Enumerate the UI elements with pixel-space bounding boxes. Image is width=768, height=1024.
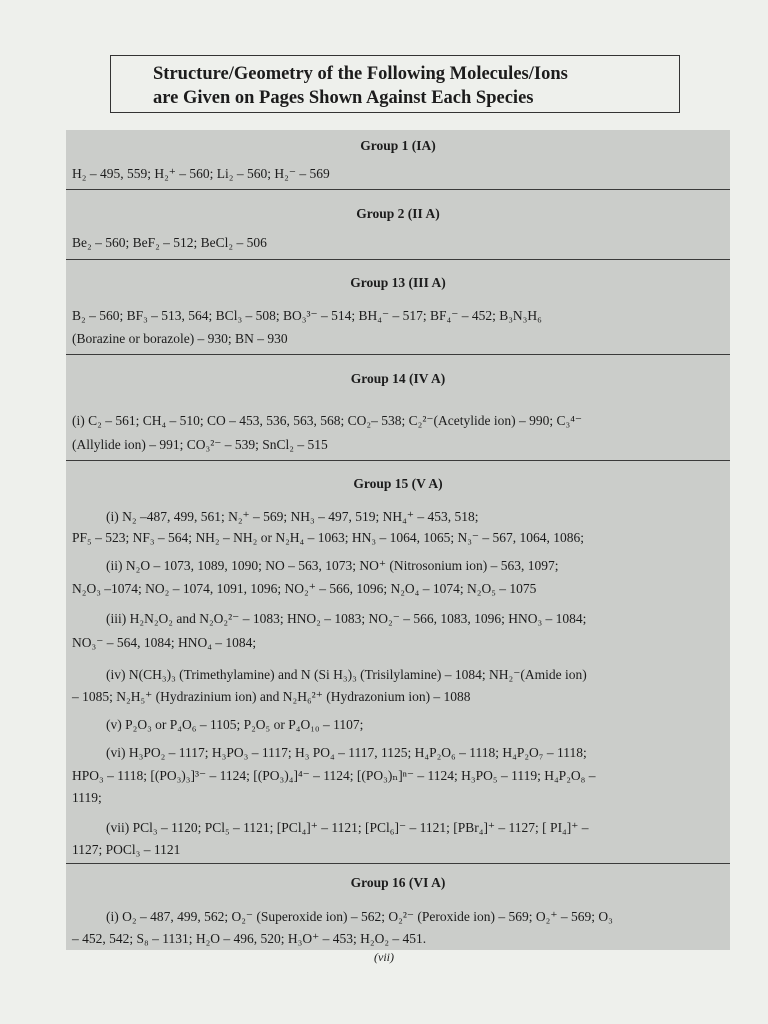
group-2-line-1: Be₂ – 560; BeF₂ – 512; BeCl₂ – 506: [72, 235, 267, 250]
divider: [66, 460, 730, 461]
group-15-line-6: NO₃⁻ – 564, 1084; HNO₄ – 1084;: [72, 635, 257, 650]
group-16-line-1: (i) O₂ – 487, 499, 562; O₂⁻ (Superoxide ion) – 562; O₂²⁻ (Peroxide ion) – 569; O₂⁺ – 569; O₃: [106, 909, 613, 924]
group-15-heading: Group 15 (V A): [353, 476, 443, 491]
divider: [66, 189, 730, 190]
group-1-heading: Group 1 (IA): [360, 138, 436, 153]
group-13-line-1: B₂ – 560; BF₃ – 513, 564; BCl₃ – 508; BO₃³⁻ – 514; BH₄⁻ – 517; BF₄⁻ – 452; B₃N₃H₆: [72, 308, 542, 323]
group-15-line-14: 1127; POCl₃ – 1121: [72, 842, 181, 857]
title-line-2: are Given on Pages Shown Against Each Species: [153, 88, 534, 108]
group-16-line-2: – 452, 542; S₈ – 1131; H₂O – 496, 520; H₃O⁺ – 453; H₂O₂ – 451.: [72, 931, 427, 946]
divider: [66, 354, 730, 355]
group-15-line-1: (i) N₂ –487, 499, 561; N₂⁺ – 569; NH₃ – 497, 519; NH₄⁺ – 453, 518;: [106, 509, 479, 524]
content-panel: [66, 130, 730, 950]
group-13-line-2: (Borazine or borazole) – 930; BN – 930: [72, 331, 288, 346]
divider: [66, 259, 730, 260]
group-15-line-7: (iv) N(CH₃)₃ (Trimethylamine) and N (Si H₃)₃ (Trisilylamine) – 1084; NH₂⁻(Amide ion): [106, 667, 587, 682]
group-15-line-10: (vi) H₃PO₂ – 1117; H₃PO₃ – 1117; H₃ PO₄ – 1117, 1125; H₄P₂O₆ – 1118; H₄P₂O₇ – 1118;: [106, 745, 587, 760]
group-15-line-12: 1119;: [72, 790, 102, 805]
group-14-heading: Group 14 (IV A): [350, 371, 446, 386]
group-13-heading: Group 13 (III A): [350, 275, 446, 290]
group-2-heading: Group 2 (II A): [356, 206, 440, 221]
group-16-heading: Group 16 (VI A): [350, 875, 446, 890]
group-15-line-9: (v) P₂O₃ or P₄O₆ – 1105; P₂O₅ or P₄O₁₀ – 1107;: [106, 717, 364, 732]
divider: [66, 863, 730, 864]
title-line-1: Structure/Geometry of the Following Molecules/Ions: [153, 64, 568, 84]
group-15-line-2: PF₅ – 523; NF₃ – 564; NH₂ – NH₂ or N₂H₄ – 1063; HN₃ – 1064, 1065; N₃⁻ – 567, 1064, 1086;: [72, 530, 585, 545]
group-14-line-1: (i) C₂ – 561; CH₄ – 510; CO – 453, 536, 563, 568; CO₂– 538; C₂²⁻(Acetylide ion) – 990; C₃⁴⁻: [72, 413, 583, 428]
group-15-line-4: N₂O₃ –1074; NO₂ – 1074, 1091, 1096; NO₂⁺ – 566, 1096; N₂O₄ – 1074; N₂O₅ – 1075: [72, 581, 537, 596]
group-15-line-5: (iii) H₂N₂O₂ and N₂O₂²⁻ – 1083; HNO₂ – 1083; NO₂⁻ – 566, 1083, 1096; HNO₃ – 1084;: [106, 611, 587, 626]
group-15-line-13: (vii) PCl₃ – 1120; PCl₅ – 1121; [PCl₄]⁺ – 1121; [PCl₆]⁻ – 1121; [PBr₄]⁺ – 1127; [ PI₄]⁺ –: [106, 820, 589, 835]
title-box: [110, 55, 680, 113]
page-number: (vii): [374, 950, 394, 964]
group-14-line-2: (Allylide ion) – 991; CO₃²⁻ – 539; SnCl₂ – 515: [72, 437, 328, 452]
group-15-line-11: HPO₃ – 1118; [(PO₃)₃]³⁻ – 1124; [(PO₃)₄]⁴⁻ – 1124; [(PO₃)ₙ]ⁿ⁻ – 1124; H₃PO₅ – 1119; H₄P₂O₈ –: [72, 768, 596, 783]
group-1-line-1: H₂ – 495, 559; H₂⁺ – 560; Li₂ – 560; H₂⁻ – 569: [72, 166, 330, 181]
group-15-line-3: (ii) N₂O – 1073, 1089, 1090; NO – 563, 1073; NO⁺ (Nitrosonium ion) – 563, 1097;: [106, 558, 559, 573]
group-15-line-8: – 1085; N₂H₅⁺ (Hydrazinium ion) and N₂H₆²⁺ (Hydrazonium ion) – 1088: [72, 689, 471, 704]
